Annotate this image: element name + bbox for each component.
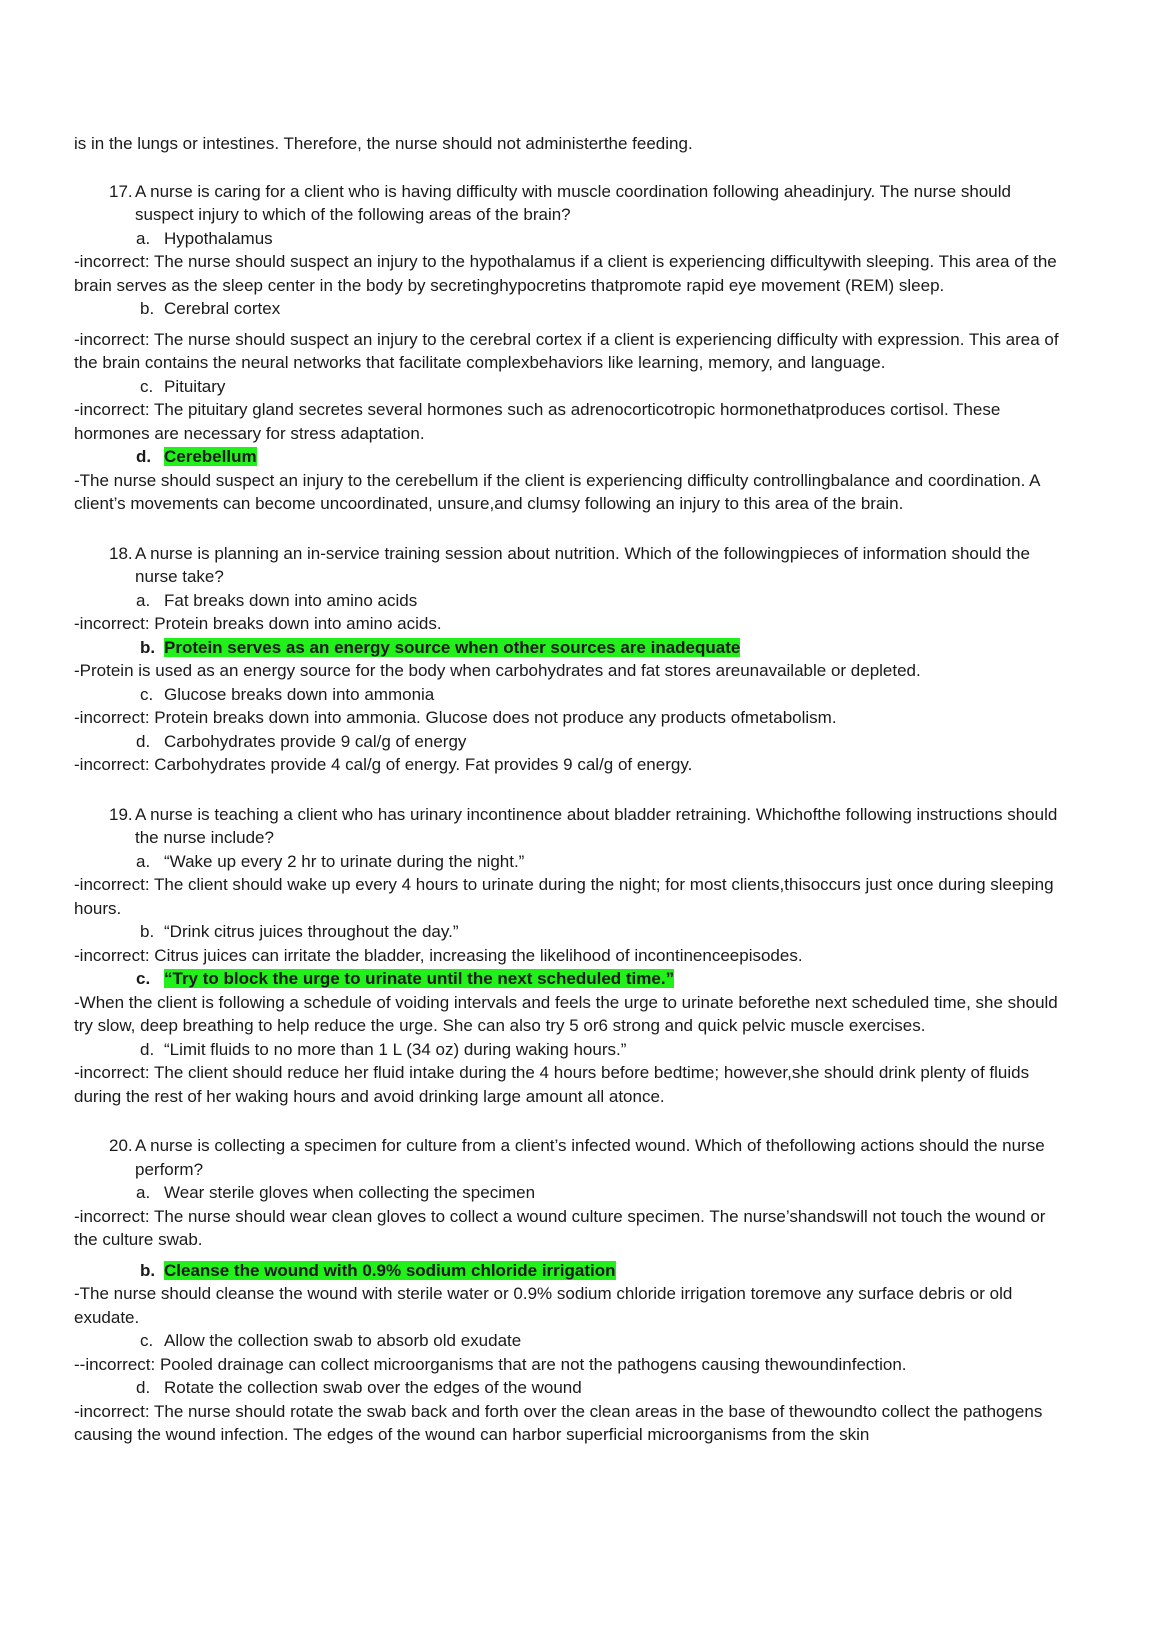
rationale-17d: -The nurse should suspect an injury to the cerebellum if the client is experiencing difficulty controllingbalance and coordination. A client’s movements can become uncoordinated, unsure,and clumsy following an injury to this area of the brain. bbox=[74, 470, 1040, 513]
option-18b-correct: b. Protein serves as an energy source when other sources are inadequate bbox=[140, 637, 741, 657]
rationale-19b: -incorrect: Citrus juices can irritate the bladder, increasing the likelihood of incontinenceepisodes. bbox=[74, 945, 803, 965]
option-20d: d. Rotate the collection swab over the edges of the wound bbox=[136, 1378, 582, 1397]
rationale-20d: -incorrect: The nurse should rotate the swab back and forth over the clean areas in the base of thewoundto collect the pathogens causing the wound infection. The edges of the wound can harbor superficial microorganisms from the skin bbox=[74, 1401, 1043, 1444]
rationale-17b: -incorrect: The nurse should suspect an injury to the cerebral cortex if a client is experiencing difficulty with expression. This area of the brain contains the neural networks that facilitate complexbehaviors like learning, memory, and language. bbox=[74, 329, 1059, 372]
question-number: 19. bbox=[109, 804, 133, 824]
question-number: 17. bbox=[109, 181, 133, 201]
rationale-20a: -incorrect: The nurse should wear clean gloves to collect a wound culture specimen. The nurse’shandswill not touch the wound or the culture swab. bbox=[74, 1206, 1046, 1249]
rationale-18a: -incorrect: Protein breaks down into amino acids. bbox=[74, 614, 442, 633]
rationale-18c: -incorrect: Protein breaks down into ammonia. Glucose does not produce any products ofmetabolism. bbox=[74, 708, 837, 727]
question-number: 20. bbox=[109, 1136, 133, 1155]
rationale-19a: -incorrect: The client should wake up every 4 hours to urinate during the night; for most clients,thisoccurs just once during sleeping hours. bbox=[74, 875, 1054, 918]
correct-answer-highlight: Cleanse the wound with 0.9% sodium chloride irrigation bbox=[164, 1260, 616, 1280]
option-18d: d. Carbohydrates provide 9 cal/g of energy bbox=[136, 731, 467, 751]
document-content bbox=[74, 132, 1064, 1447]
option-19c-correct: c. “Try to block the urge to urinate until the next scheduled time.” bbox=[136, 969, 675, 988]
question-text: A nurse is teaching a client who has urinary incontinence about bladder retraining. Whichofthe following instructions should the nurse include? bbox=[135, 804, 1058, 847]
option-20b-correct: b. Cleanse the wound with 0.9% sodium chloride irrigation bbox=[140, 1260, 616, 1280]
question-number: 18. bbox=[109, 543, 133, 563]
question-20 bbox=[74, 1134, 1064, 1181]
option-17c: c. Pituitary bbox=[140, 376, 226, 396]
option-18a: a. Fat breaks down into amino acids bbox=[136, 590, 418, 610]
intro-text: is in the lungs or intestines. Therefore, the nurse should not administerthe feeding. bbox=[74, 134, 693, 153]
option-19a: a. “Wake up every 2 hr to urinate during the night.” bbox=[136, 851, 525, 871]
option-20a: a. Wear sterile gloves when collecting the specimen bbox=[136, 1183, 536, 1202]
correct-answer-highlight: “Try to block the urge to urinate until the next scheduled time.” bbox=[164, 969, 675, 988]
option-19b: b. “Drink citrus juices throughout the day.” bbox=[140, 922, 459, 941]
question-18 bbox=[74, 542, 1064, 589]
rationale-19c: -When the client is following a schedule of voiding intervals and feels the urge to urinate beforethe next scheduled time, she should try slow, deep breathing to help reduce the urge. She can also try 5 or6 strong and quick pelvic muscle exercises. bbox=[74, 992, 1058, 1035]
rationale-20c: --incorrect: Pooled drainage can collect microorganisms that are not the pathogens causing thewoundinfection. bbox=[74, 1354, 907, 1374]
question-17 bbox=[74, 180, 1064, 227]
rationale-18d: -incorrect: Carbohydrates provide 4 cal/g of energy. Fat provides 9 cal/g of energy. bbox=[74, 755, 693, 774]
question-text: A nurse is caring for a client who is having difficulty with muscle coordination following aheadinjury. The nurse should suspect injury to which of the following areas of the brain? bbox=[135, 181, 1011, 224]
question-19 bbox=[74, 803, 1064, 850]
rationale-18b: -Protein is used as an energy source for the body when carbohydrates and fat stores areunavailable or depleted. bbox=[74, 661, 921, 680]
correct-answer-highlight: Cerebellum bbox=[164, 447, 257, 466]
option-19d: d. “Limit fluids to no more than 1 L (34 oz) during waking hours.” bbox=[140, 1039, 627, 1059]
option-17b: b. Cerebral cortex bbox=[140, 299, 281, 318]
rationale-20b: -The nurse should cleanse the wound with sterile water or 0.9% sodium chloride irrigation toremove any surface debris or old exudate. bbox=[74, 1284, 1013, 1327]
rationale-17c: -incorrect: The pituitary gland secretes several hormones such as adrenocorticotropic hormonethatproduces cortisol. These hormones are necessary for stress adaptation. bbox=[74, 400, 1001, 443]
rationale-19d: -incorrect: The client should reduce her fluid intake during the 4 hours before bedtime; however,she should drink plenty of fluids during the rest of her waking hours and avoid drinking large amount all atonce. bbox=[74, 1063, 1030, 1106]
option-17d-correct: d. Cerebellum bbox=[136, 447, 257, 466]
option-20c: c. Allow the collection swab to absorb old exudate bbox=[140, 1331, 522, 1350]
correct-answer-highlight: Protein serves as an energy source when other sources are inadequate bbox=[164, 637, 741, 657]
question-text: A nurse is planning an in-service training session about nutrition. Which of the followingpieces of information should the nurse take? bbox=[135, 543, 1030, 586]
question-text: A nurse is collecting a specimen for culture from a client’s infected wound. Which of thefollowing actions should the nurse perform? bbox=[135, 1136, 1045, 1179]
option-18c: c. Glucose breaks down into ammonia bbox=[140, 684, 435, 704]
option-17a: a. Hypothalamus bbox=[136, 228, 273, 248]
rationale-17a: -incorrect: The nurse should suspect an injury to the hypothalamus if a client is experiencing difficultywith sleeping. This area of the brain serves as the sleep center in the body by secretinghypocretins thatpromote rapid eye movement (REM) sleep. bbox=[74, 252, 1057, 295]
